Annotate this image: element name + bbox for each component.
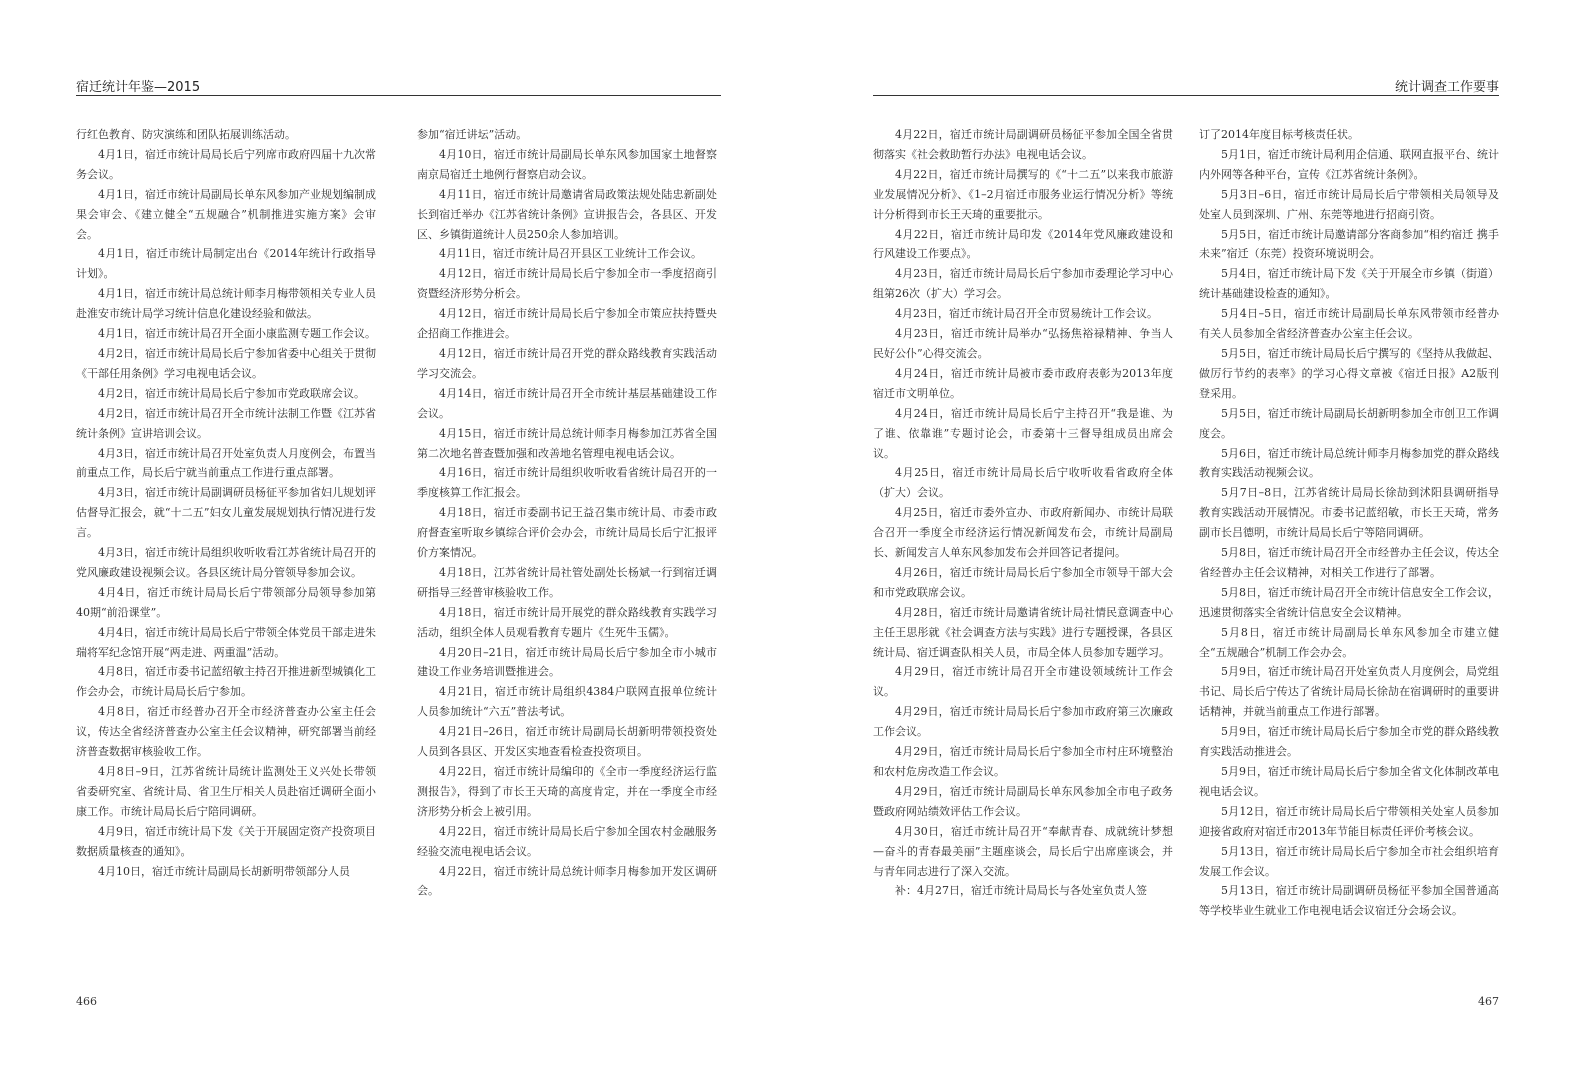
page-number-right: 467 xyxy=(1478,995,1499,1008)
entry-paragraph: 4月23日，宿迁市统计局局长后宁参加市委理论学习中心组第26次（扩大）学习会。 xyxy=(873,267,1173,301)
entry-paragraph: 4月16日，宿迁市统计局组织收听收看省统计局召开的一季度核算工作汇报会。 xyxy=(417,466,717,500)
entry-paragraph: 4月1日，宿迁市统计局召开全面小康监测专题工作会议。 xyxy=(98,327,376,341)
left-page-column-1 xyxy=(76,125,376,881)
entry-paragraph: 4月30日，宿迁市统计局召开“奉献青春、成就统计梦想—奋斗的青春最美丽”主题座谈会，局长后宁出席座谈会，并与青年同志进行了深入交流。 xyxy=(873,824,1173,878)
entry-paragraph: 5月9日，宿迁市统计局局长后宁参加全市党的群众路线教育实践活动推进会。 xyxy=(1199,725,1499,759)
entry-paragraph: 5月13日，宿迁市统计局副调研员杨征平参加全国普通高等学校毕业生就业工作电视电话会议宿迁分会场会议。 xyxy=(1199,884,1499,918)
entry-paragraph: 4月12日，宿迁市统计局召开党的群众路线教育实践活动学习交流会。 xyxy=(417,346,717,380)
right-page xyxy=(793,0,1587,1077)
entry-paragraph: 5月9日，宿迁市统计局召开处室负责人月度例会，局党组书记、局长后宁传达了省统计局局长徐劼在宿调研时的重要讲话精神，并就当前重点工作进行部署。 xyxy=(1199,665,1499,719)
entry-paragraph: 5月8日，宿迁市统计局副局长单东风参加全市建立健全“五规融合”机制工作会办会。 xyxy=(1199,625,1499,659)
entry-paragraph: 4月29日，宿迁市统计局副局长单东风参加全市电子政务暨政府网站绩效评估工作会议。 xyxy=(873,784,1173,818)
entry-paragraph: 订了2014年度目标考核责任状。 xyxy=(1199,128,1359,141)
running-head-left: 宿迁统计年鉴—2015 xyxy=(76,80,201,95)
entry-paragraph: 5月12日，宿迁市统计局局长后宁带领相关处室人员参加迎接省政府对宿迁市2013年节能目标责任评价考核会议。 xyxy=(1199,804,1499,838)
entry-paragraph: 5月6日，宿迁市统计局总统计师李月梅参加党的群众路线教育实践活动视频会议。 xyxy=(1199,446,1499,480)
entry-paragraph: 4月8日，宿迁市经普办召开全市经济普查办公室主任会议，传达全省经济普查办公室主任会议精神，研究部署当前经济普查数据审核验收工作。 xyxy=(76,705,376,759)
entry-paragraph: 5月3日–6日，宿迁市统计局局长后宁带领相关局领导及处室人员到深圳、广州、东莞等地进行招商引资。 xyxy=(1199,187,1499,221)
entry-paragraph: 4月29日，宿迁市统计局局长后宁参加全市村庄环境整治和农村危房改造工作会议。 xyxy=(873,745,1173,778)
entry-paragraph: 4月29日，宿迁市统计局局长后宁参加市政府第三次廉政工作会议。 xyxy=(873,705,1173,739)
entry-paragraph: 4月3日，宿迁市统计局组织收听收看江苏省统计局召开的党风廉政建设视频会议。各县区统计局分管领导参加会议。 xyxy=(76,546,376,579)
left-page xyxy=(0,0,793,1077)
entry-paragraph: 4月22日，宿迁市统计局总统计师李月梅参加开发区调研会。 xyxy=(417,864,717,898)
entry-paragraph: 4月8日–9日，江苏省统计局统计监测处王义兴处长带领省委研究室、省统计局、省卫生厅相关人员赴宿迁调研全面小康工作。市统计局局长后宁陪同调研。 xyxy=(76,765,376,818)
entry-paragraph: 5月4日–5日，宿迁市统计局副局长单东风带领市经普办有关人员参加全省经济普查办公室主任会议。 xyxy=(1199,307,1499,341)
entry-paragraph: 4月2日，宿迁市统计局局长后宁参加省委中心组关于贯彻《干部任用条例》学习电视电话会议。 xyxy=(76,346,376,380)
entry-paragraph: 4月25日，宿迁市委外宣办、市政府新闻办、市统计局联合召开一季度全市经济运行情况新闻发布会，市统计局副局长、新闻发言人单东风参加发布会并回答记者提问。 xyxy=(873,506,1173,560)
entry-paragraph: 5月8日，宿迁市统计局召开全市统计信息安全工作会议，迅速贯彻落实全省统计信息安全会议精神。 xyxy=(1199,585,1499,619)
entry-paragraph: 4月18日，宿迁市委副书记王益召集市统计局、市委市政府督查室听取乡镇综合评价会办会，市统计局局长后宁汇报评价方案情况。 xyxy=(417,506,717,560)
entry-paragraph: 4月21日，宿迁市统计局组织4384户联网直报单位统计人员参加统计“六五”普法考试。 xyxy=(417,685,717,719)
entry-paragraph: 补：4月27日，宿迁市统计局局长与各处室负责人签 xyxy=(895,884,1147,898)
entry-paragraph: 行红色教育、防灾演练和团队拓展训练活动。 xyxy=(76,128,296,141)
running-head-right: 统计调查工作要事 xyxy=(1394,80,1499,95)
entry-paragraph: 4月12日，宿迁市统计局局长后宁参加全市一季度招商引资暨经济形势分析会。 xyxy=(417,267,717,301)
header-rule-right xyxy=(873,95,1499,96)
entry-paragraph: 4月22日，宿迁市统计局局长后宁参加全国农村金融服务经验交流电视电话会议。 xyxy=(417,824,717,858)
entry-paragraph: 4月2日，宿迁市统计局召开全市统计法制工作暨《江苏省统计条例》宣讲培训会议。 xyxy=(76,406,376,440)
entry-paragraph: 4月8日，宿迁市委书记蓝绍敏主持召开推进新型城镇化工作会办会，市统计局局长后宁参加。 xyxy=(76,665,376,699)
entry-paragraph: 4月29日，宿迁市统计局召开全市建设领域统计工作会议。 xyxy=(873,665,1173,699)
header-rule-left xyxy=(76,95,721,96)
entry-paragraph: 4月18日，宿迁市统计局开展党的群众路线教育实践学习活动，组织全体人员观看教育专题片《生死牛玉儒》。 xyxy=(417,605,717,639)
entry-paragraph: 4月1日，宿迁市统计局总统计师李月梅带领相关专业人员赴淮安市统计局学习统计信息化建设经验和做法。 xyxy=(76,287,376,321)
right-page-column-2 xyxy=(1199,125,1499,921)
entry-paragraph: 4月22日，宿迁市统计局编印的《全市一季度经济运行监测报告》，得到了市长王天琦的高度肯定，并在一季度全市经济形势分析会上被引用。 xyxy=(417,765,717,818)
entry-paragraph: 5月5日，宿迁市统计局副局长胡新明参加全市创卫工作调度会。 xyxy=(1199,406,1499,440)
entry-paragraph: 4月12日，宿迁市统计局局长后宁参加全市策应扶持暨央企招商工作推进会。 xyxy=(417,307,717,341)
entry-paragraph: 4月14日，宿迁市统计局召开全市统计基层基础建设工作会议。 xyxy=(417,386,717,420)
entry-paragraph: 4月21日–26日，宿迁市统计局副局长胡新明带领投资处人员到各县区、开发区实地查看检查投资项目。 xyxy=(417,725,717,759)
entry-paragraph: 4月2日，宿迁市统计局局长后宁参加市党政联席会议。 xyxy=(98,386,365,400)
entry-paragraph: 4月22日，宿迁市统计局副调研员杨征平参加全国全省贯彻落实《社会救助暂行办法》电视电话会议。 xyxy=(873,128,1173,161)
entry-paragraph: 4月9日，宿迁市统计局下发《关于开展固定资产投资项目数据质量核查的通知》。 xyxy=(76,824,376,858)
entry-paragraph: 4月1日，宿迁市统计局局长后宁列席市政府四届十九次常务会议。 xyxy=(76,147,376,181)
entry-paragraph: 4月23日，宿迁市统计局召开全市贸易统计工作会议。 xyxy=(895,307,1158,321)
entry-paragraph: 4月24日，宿迁市统计局局长后宁主持召开“我是谁、为了谁、依靠谁”专题讨论会，市委第十三督导组成员出席会议。 xyxy=(873,406,1173,460)
entry-paragraph: 4月28日，宿迁市统计局邀请省统计局社情民意调查中心主任王思彤就《社会调查方法与实践》进行专题授课，各县区统计局、宿迁调查队相关人员，市局全体人员参加专题学习。 xyxy=(873,605,1173,659)
entry-paragraph: 4月1日，宿迁市统计局制定出台《2014年统计行政指导计划》。 xyxy=(76,247,376,281)
entry-paragraph: 4月26日，宿迁市统计局局长后宁参加全市领导干部大会和市党政联席会议。 xyxy=(873,565,1173,599)
entry-paragraph: 5月5日，宿迁市统计局邀请部分客商参加“相约宿迁 携手未来”宿迁（东莞）投资环境说明会。 xyxy=(1199,227,1499,261)
entry-paragraph: 4月22日，宿迁市统计局印发《2014年党风廉政建设和行风建设工作要点》。 xyxy=(873,227,1173,261)
left-page-column-2 xyxy=(417,125,717,901)
entry-paragraph: 4月3日，宿迁市统计局召开处室负责人月度例会，布置当前重点工作，局长后宁就当前重点工作进行重点部署。 xyxy=(76,446,376,480)
entry-paragraph: 4月11日，宿迁市统计局邀请省局政策法规处陆忠新副处长到宿迁举办《江苏省统计条例》宣讲报告会，各县区、开发区、乡镇街道统计人员250余人参加培训。 xyxy=(417,187,717,241)
entry-paragraph: 4月10日，宿迁市统计局副局长胡新明带领部分人员 xyxy=(98,864,350,878)
entry-paragraph: 参加“宿迁讲坛”活动。 xyxy=(417,128,528,141)
entry-paragraph: 4月1日，宿迁市统计局副局长单东风参加产业规划编制成果会审会、《建立健全“五规融合”机制推进实施方案》会审会。 xyxy=(76,187,376,241)
entry-paragraph: 4月24日，宿迁市统计局被市委市政府表彰为2013年度宿迁市文明单位。 xyxy=(873,366,1173,400)
entry-paragraph: 4月23日，宿迁市统计局举办“弘扬焦裕禄精神、争当人民好公仆”心得交流会。 xyxy=(873,327,1173,360)
entry-paragraph: 4月4日，宿迁市统计局局长后宁带领部分局领导参加第40期“前沿课堂”。 xyxy=(76,585,376,619)
entry-paragraph: 5月5日，宿迁市统计局局长后宁撰写的《坚持从我做起、做厉行节约的表率》的学习心得文章被《宿迁日报》A2版刊登采用。 xyxy=(1199,346,1499,400)
entry-paragraph: 4月20日–21日，宿迁市统计局局长后宁参加全市小城市建设工作业务培训暨推进会。 xyxy=(417,645,717,679)
entry-paragraph: 5月7日–8日，江苏省统计局局长徐劼到沭阳县调研指导教育实践活动开展情况。市委书记蓝绍敏，市长王天琦，常务副市长吕德明，市统计局局长后宁等陪同调研。 xyxy=(1199,486,1499,540)
entry-paragraph: 4月18日，江苏省统计局社管处副处长杨斌一行到宿迁调研指导三经普审核验收工作。 xyxy=(417,565,717,599)
entry-paragraph: 5月13日，宿迁市统计局局长后宁参加全市社会组织培育发展工作会议。 xyxy=(1199,844,1499,878)
page-number-left: 466 xyxy=(76,995,97,1008)
entry-paragraph: 5月9日，宿迁市统计局局长后宁参加全省文化体制改革电视电话会议。 xyxy=(1199,765,1499,798)
entry-paragraph: 4月3日，宿迁市统计局副调研员杨征平参加省妇儿规划评估督导汇报会，就“十二五”妇女儿童发展规划执行情况进行发言。 xyxy=(76,486,376,540)
entry-paragraph: 5月4日，宿迁市统计局下发《关于开展全市乡镇（街道）统计基础建设检查的通知》。 xyxy=(1199,267,1499,301)
entry-paragraph: 4月4日，宿迁市统计局局长后宁带领全体党员干部走进朱瑞将军纪念馆开展“两走进、两重温”活动。 xyxy=(76,625,376,659)
entry-paragraph: 4月22日，宿迁市统计局撰写的《“十二五”以来我市旅游业发展情况分析》、《1–2月宿迁市服务业运行情况分析》等统计分析得到市长王天琦的重要批示。 xyxy=(873,167,1173,221)
entry-paragraph: 5月1日，宿迁市统计局利用企信通、联网直报平台、统计内外网等各种平台，宣传《江苏省统计条例》。 xyxy=(1199,147,1499,181)
right-page-column-1 xyxy=(873,125,1173,901)
entry-paragraph: 4月15日，宿迁市统计局总统计师李月梅参加江苏省全国第二次地名普查暨加强和改善地名管理电视电话会议。 xyxy=(417,426,717,460)
entry-paragraph: 4月11日，宿迁市统计局召开县区工业统计工作会议。 xyxy=(439,247,702,261)
entry-paragraph: 4月10日，宿迁市统计局副局长单东风参加国家土地督察南京局宿迁土地例行督察启动会议。 xyxy=(417,147,717,181)
entry-paragraph: 5月8日，宿迁市统计局召开全市经普办主任会议，传达全省经普办主任会议精神，对相关工作进行了部署。 xyxy=(1199,546,1499,579)
entry-paragraph: 4月25日，宿迁市统计局局长后宁收听收看省政府全体（扩大）会议。 xyxy=(873,466,1173,500)
